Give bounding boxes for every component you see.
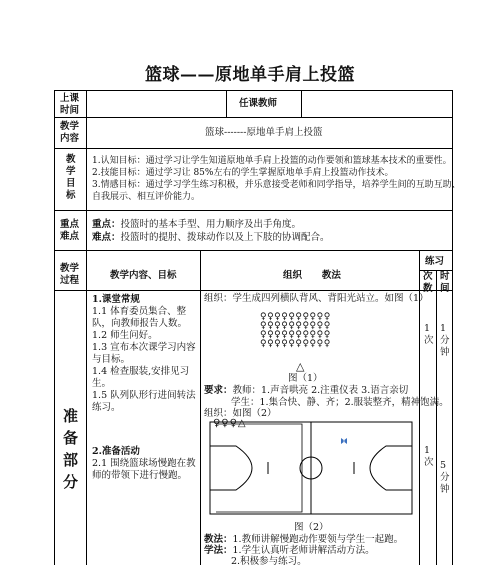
section-name: 准 备 部 分 (63, 407, 79, 491)
figure2-caption: 图（2） (294, 522, 329, 533)
formation-row: ♀♀♀♀♀♀♀♀♀♀ (260, 312, 331, 322)
org-column-header: 组织 教法 (283, 270, 341, 281)
requirement-line-2: 学生：1.集合快、静、齐；2.服装整齐，精神饱满。 (231, 397, 449, 408)
requirement-line-1: 要求：教师：1.声音哄亮 2.注重仪表 3.语言亲切 (204, 385, 409, 396)
part1-title: 1.课堂常规 (92, 294, 140, 305)
part1-org: 组织：学生成四列横队背风、背阳光站立。如图（1） (204, 293, 429, 304)
formation-figure (260, 313, 331, 349)
figure2-people: ♀♀♀△ (213, 418, 247, 429)
process-label: 教学 过程 (60, 263, 80, 286)
part2-duration: 5 分 钟 (440, 460, 450, 495)
teacher-label: 任课教师 (239, 98, 278, 109)
formation-row: ♀♀♀♀♀♀♀♀♀♀ (260, 321, 331, 331)
page-title: 篮球——原地单手肩上投篮 (145, 65, 355, 85)
goals-lines: 1.认知目标：通过学习让学生知道原地单手肩上投篮的动作要领和篮球基本技术的重要性。 2.技能目标：通过学习让 85%左右的学生掌握原地单手肩上投篮动作技术。 3.情感目标：通过学习学生练习积极，并乐意接受老师和同学指导，培养学生间的互助互助、 自我展示、相互评价能力。 (92, 156, 461, 202)
study-line-2: 2.积极参与练习。 (231, 556, 307, 567)
part2-org: 组织：如图（2） (204, 408, 277, 419)
content-column-header: 教学内容、目标 (110, 270, 177, 281)
study-line-1: 学法：1.学生认真听老师讲解活动方法。 (204, 545, 375, 556)
court-diagram (206, 418, 416, 518)
teacher-triangle-icon: △ (296, 360, 305, 373)
formation-row: ♀♀♀♀♀♀♀♀♀♀ (260, 339, 331, 349)
direction-arrow-icon (341, 438, 347, 444)
keypoints-label: 重点 难点 (60, 219, 80, 242)
figure1-caption: 图（1） (288, 373, 323, 384)
content-value: 篮球-------原地单手肩上投篮 (205, 127, 323, 138)
part1-duration: 1 分 钟 (440, 323, 450, 358)
keypoint-line: 重点：投篮时的基本手型、用力顺序及出手角度。 (92, 219, 302, 230)
run-path (216, 424, 302, 512)
part1-times: 1 次 (424, 323, 434, 346)
times-header: 次 数 (423, 271, 433, 294)
part2-text: 2.1 围绕篮球场慢跑在教师的带领下进行慢跑。 (92, 458, 196, 481)
difficulty-line: 难点：投篮时的提肘、拨球动作以及上下肢的协调配合。 (92, 232, 330, 243)
goals-label: 教 学 目 标 (66, 154, 76, 201)
part2-times: 1 次 (424, 445, 434, 468)
method-line: 教法：1.教师讲解慢跑动作要领与学生一起跑。 (204, 534, 404, 545)
practice-header: 练习 (425, 256, 445, 267)
part2-title: 2.准备活动 (92, 446, 140, 457)
left-key (210, 446, 252, 490)
part1-items: 1.1 体育委员集合、整队，向教师报告人数。 1.2 师生问好。 1.3 宣布本次课学习内容与目标。 1.4 检查服装,安排见习生。 1.5 队列队形行进间转法练习。 (92, 306, 196, 413)
right-key (370, 446, 412, 490)
class-time-label: 上课 时间 (60, 93, 80, 116)
formation-row: ♀♀♀♀♀♀♀♀♀♀ (260, 330, 331, 340)
content-label: 教学 内容 (60, 121, 80, 144)
duration-header: 时 间 (440, 271, 450, 294)
